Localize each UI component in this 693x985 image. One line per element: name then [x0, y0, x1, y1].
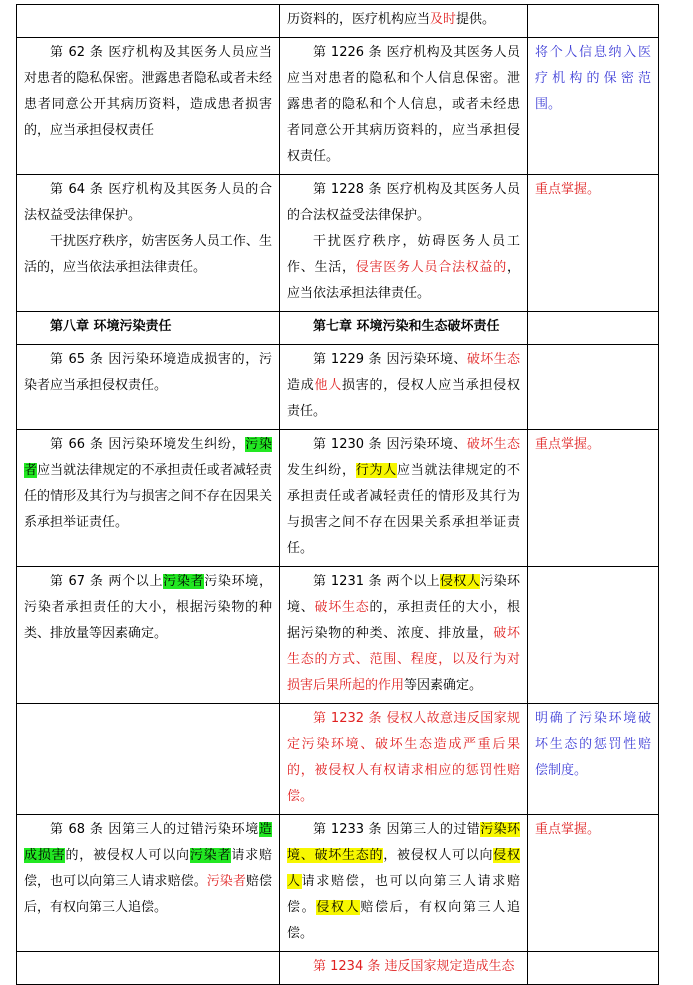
cell-text-highlight: 污染者: [163, 574, 205, 589]
left-cell: [17, 567, 280, 704]
cell-text-red: 侵害医务人员合法权益的: [355, 260, 507, 275]
note-cell: [528, 38, 659, 175]
cell-text-highlight: 侵权人: [287, 848, 520, 889]
note-cell: [528, 5, 659, 38]
cell-text: 第 1230 条 因污染环境、: [313, 437, 467, 452]
cell-text: 第 1233 条 因第三人的过错: [313, 822, 481, 837]
right-cell: [280, 345, 528, 430]
table-row: [17, 345, 659, 430]
left-cell: [17, 5, 280, 38]
cell-text-highlight: 污染者: [24, 437, 272, 478]
note-cell: [528, 952, 659, 985]
cell-text: 赔偿后，有权向第三人追偿。: [287, 900, 520, 941]
cell-text: 的，承担责任的大小，根据污染物的种类、浓度、排放量，: [287, 600, 520, 641]
right-cell: [280, 815, 528, 952]
comparison-table: [16, 4, 659, 985]
cell-text: 损害的，侵权人应当承担侵权责任。: [287, 378, 520, 419]
cell-text: 应当就法律规定的不承担责任或者减轻责任的情形及其行为与损害之间不存在因果关系承担举证责任。: [287, 463, 520, 556]
cell-text-highlight: 行为人: [355, 463, 397, 478]
cell-text-highlight: 造成损害: [24, 822, 272, 863]
cell-text-red: 破坏生态: [466, 437, 520, 452]
note-cell: [528, 430, 659, 567]
cell-text: 第 65 条 因污染环境造成损害的，污染者应当承担侵权责任。: [24, 352, 272, 393]
note-cell: [528, 175, 659, 312]
table-row: [17, 430, 659, 567]
table-row: [17, 704, 659, 815]
right-cell: [280, 5, 528, 38]
left-cell: [17, 345, 280, 430]
cell-text-highlight: 侵权人: [316, 900, 361, 915]
right-cell: [280, 704, 528, 815]
note-cell: [528, 815, 659, 952]
cell-text: 污染环境、: [287, 574, 520, 615]
note-cell: [528, 704, 659, 815]
left-cell: [17, 952, 280, 985]
chapter-heading: 第八章 环境污染责任: [50, 319, 172, 334]
note-text: 重点掌握。: [535, 822, 601, 837]
note-text: 将个人信息纳入医疗机构的保密范围。: [535, 45, 651, 112]
cell-text-red: 破坏生态: [314, 600, 370, 615]
cell-text: 干扰医疗秩序，妨碍医务人员工作、生活，: [287, 234, 520, 275]
chapter-heading: 第七章 环境污染和生态破坏责任: [313, 319, 500, 334]
cell-text: ，应当依法承担法律责任。: [287, 260, 520, 301]
table-row: [17, 5, 659, 38]
left-cell: [17, 430, 280, 567]
table-row: [17, 567, 659, 704]
cell-text: 第 1228 条 医疗机构及其医务人员的合法权益受法律保护。: [287, 182, 520, 223]
cell-text: 的，被侵权人可以向: [65, 848, 190, 863]
cell-text-red: 污染者: [206, 874, 246, 889]
cell-text: 请求赔偿，也可以向第三人请求赔偿。: [287, 874, 520, 915]
cell-text: 发生纠纷，: [287, 463, 356, 478]
note-text: 重点掌握。: [535, 437, 601, 452]
note-cell: [528, 345, 659, 430]
note-text: 重点掌握。: [535, 182, 601, 197]
cell-text: 污染环境，污染者承担责任的大小，根据污染物的种类、排放量等因素确定。: [24, 574, 272, 641]
cell-text: 历资料的，医疗机构应当: [287, 12, 431, 27]
left-cell: [17, 815, 280, 952]
right-cell: [280, 38, 528, 175]
cell-text: 赔偿后，有权向第三人追偿。: [24, 874, 272, 915]
note-cell: [528, 312, 659, 345]
right-cell: [280, 430, 528, 567]
cell-text-highlight: 污染者: [189, 848, 232, 863]
cell-text: 第 64 条 医疗机构及其医务人员的合法权益受法律保护。: [24, 182, 272, 223]
cell-text: 第 1231 条 两个以上: [313, 574, 441, 589]
cell-text: 第 68 条 因第三人的过错污染环境: [50, 822, 259, 837]
cell-text: 第 67 条 两个以上: [50, 574, 164, 589]
table-row: [17, 38, 659, 175]
cell-text-red: 第 1232 条 侵权人故意违反国家规定污染环境、破坏生态造成严重后果的，被侵权人有权请求相应的惩罚性赔偿。: [287, 711, 520, 804]
cell-text: 第 1229 条 因污染环境、: [313, 352, 467, 367]
cell-text: 应当就法律规定的不承担责任或者减轻责任的情形及其行为与损害之间不存在因果关系承担举证责任。: [24, 463, 272, 530]
left-cell: [17, 38, 280, 175]
cell-text: 第 66 条 因污染环境发生纠纷，: [50, 437, 246, 452]
cell-text-highlight: 污染环境、破坏生态的: [287, 822, 520, 863]
chapter-heading-right: [280, 312, 528, 345]
cell-text: 提供。: [456, 12, 496, 27]
cell-text: 第 62 条 医疗机构及其医务人员应当对患者的隐私保密。泄露患者隐私或者未经患者同意公开其病历资料，造成患者损害的，应当承担侵权责任: [24, 45, 272, 138]
cell-text-highlight: 侵权人: [440, 574, 481, 589]
cell-text-red: 及时: [430, 12, 457, 27]
table-row: [17, 175, 659, 312]
cell-text: 造成: [287, 378, 315, 393]
cell-text: 干扰医疗秩序，妨害医务人员工作、生活的，应当依法承担法律责任。: [24, 234, 272, 275]
right-cell: [280, 952, 528, 985]
cell-text-red: 第 1234 条 违反国家规定造成生态: [313, 959, 515, 974]
table-row: [17, 312, 659, 345]
cell-text: 等因素确定。: [404, 678, 483, 693]
cell-text: 第 1226 条 医疗机构及其医务人员应当对患者的隐私和个人信息保密。泄露患者的隐私和个人信息，或者未经患者同意公开其病历资料的，应当承担侵权责任。: [287, 45, 520, 164]
left-cell: [17, 704, 280, 815]
chapter-heading-left: [17, 312, 280, 345]
cell-text-red: 他人: [314, 378, 342, 393]
table-row: [17, 952, 659, 985]
left-cell: [17, 175, 280, 312]
note-cell: [528, 567, 659, 704]
right-cell: [280, 567, 528, 704]
right-cell: [280, 175, 528, 312]
cell-text-red: 破坏生态的方式、范围、程度，以及行为对损害后果所起的作用: [287, 626, 520, 693]
cell-text: ，被侵权人可以向: [383, 848, 494, 863]
table-row: [17, 815, 659, 952]
cell-text: 请求赔偿，也可以向第三人请求赔偿。: [24, 848, 272, 889]
cell-text-red: 破坏生态: [466, 352, 520, 367]
note-text: 明确了污染环境破坏生态的惩罚性赔偿制度。: [535, 711, 651, 778]
